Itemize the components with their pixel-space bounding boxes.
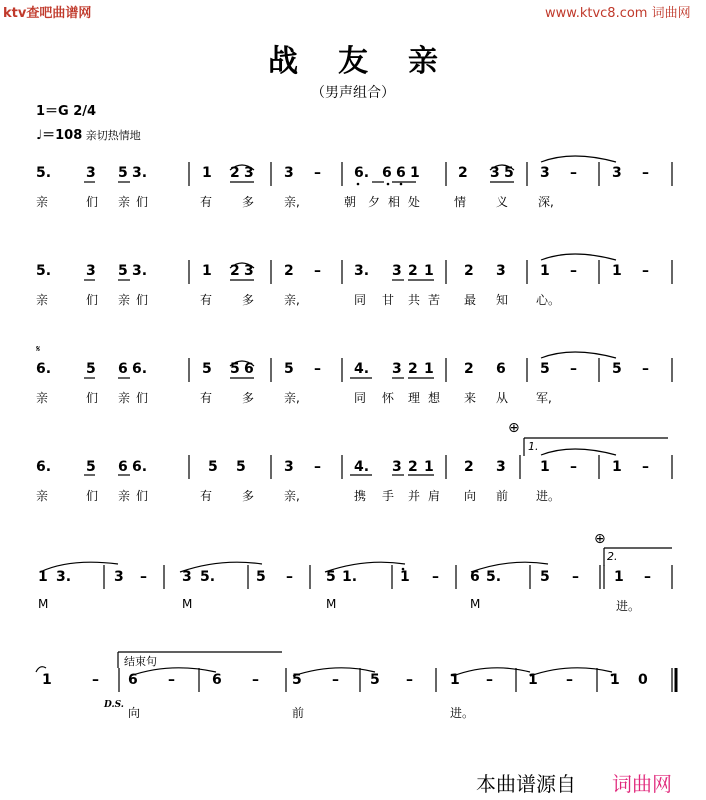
note: 2 [408,459,418,475]
lyric: 相 [388,195,401,209]
note: – [406,672,413,688]
note: 6 [470,569,480,585]
note: – [642,165,649,181]
note: 6 [118,459,128,475]
note: 3 [284,165,294,181]
tempo-expression: 亲切热情地 [85,129,141,142]
footer-source: 本曲谱源自 [476,772,576,796]
note: 2 [458,165,468,181]
lyric: 亲 [36,391,49,405]
coda-sign-1: ⊕ [508,420,520,436]
note: 5 [504,165,514,181]
lyric: 亲, [284,489,300,503]
lyric: 多 [242,195,255,209]
note: 2 [230,165,240,181]
lyric: 亲, [284,391,300,405]
note: 5 [256,569,266,585]
lyric: 处 [408,195,421,209]
note: 5 [118,165,128,181]
lyric: M [326,597,337,611]
lyric: 有 [200,195,213,209]
note: 6. [354,165,370,181]
note: 5 [230,361,240,377]
lyric: 苦 [428,293,441,307]
note: 6. [132,361,148,377]
note: – [570,263,577,279]
note: 3 [86,263,96,279]
note: 3. [354,263,370,279]
note: 3. [132,263,148,279]
note: 5 [86,459,96,475]
note: 5 [326,569,336,585]
note: 6 [118,361,128,377]
lyric: 有 [200,489,213,503]
note: 2 [230,263,240,279]
note: 1. [342,569,358,585]
volta-1-label: 1. [528,440,539,453]
note: – [566,672,573,688]
lyric: 亲们 [118,489,155,503]
note: – [314,165,321,181]
lyric: 军, [536,391,552,405]
lyric: M [182,597,193,611]
note: 1 [612,459,622,475]
lyric: 有 [200,391,213,405]
note: 5 [118,263,128,279]
note: 2 [408,263,418,279]
lyric: 同 [354,293,367,307]
note: 5. [200,569,216,585]
lyric: 们 [86,489,99,503]
lyric: 亲 [36,293,49,307]
note: 2 [464,459,474,475]
note: 1 [614,569,624,585]
note: – [314,361,321,377]
note: 1 [400,569,410,585]
note: 5 [86,361,96,377]
note: 3 [284,459,294,475]
note: – [286,569,293,585]
lyric: 心。 [536,293,561,307]
note: – [92,672,99,688]
note: 6. [132,459,148,475]
note: 5 [540,569,550,585]
lyric: 从 [496,391,509,405]
note: 1 [202,165,212,181]
note: – [570,361,577,377]
note: 6. [36,459,52,475]
note: 5 [236,459,246,475]
lyric: 有 [200,293,213,307]
note: 1 [42,672,52,688]
lyric: M [470,597,481,611]
lyric: 最 [464,293,477,307]
note: 5 [292,672,302,688]
lyric: 进。 [450,706,475,720]
note: 5 [202,361,212,377]
note: 3 [490,165,500,181]
song-subtitle: （男声组合） [311,85,395,101]
lyric: 们 [86,293,99,307]
lyric: 多 [242,489,255,503]
note: 1 [410,165,420,181]
note: 3 [540,165,550,181]
lyric: M [38,597,49,611]
note: 6 [128,672,138,688]
note: 4. [354,361,370,377]
note: 1 [202,263,212,279]
note: – [642,459,649,475]
note: 3 [244,263,254,279]
lyric: 亲们 [118,195,155,209]
note: 2 [464,361,474,377]
lyric: 理 [408,391,421,405]
lyric: 前 [496,489,509,503]
note: – [140,569,147,585]
note: 5. [36,263,52,279]
note: 1 [528,672,538,688]
note: 5 [284,361,294,377]
note: 3 [496,459,506,475]
lyric: 向 [464,489,477,503]
note: 5 [370,672,380,688]
lyric: 知 [496,293,509,307]
lyric: 们 [86,195,99,209]
note: – [570,165,577,181]
lyric: 想 [428,391,441,405]
lyric: 手 [382,489,395,503]
note: 6 [396,165,406,181]
lyric: 进。 [616,599,641,613]
lyric: 甘 [382,293,395,307]
lyric: 义 [496,195,509,209]
lyric: 亲 [36,195,49,209]
note: 6 [244,361,254,377]
lyric: 亲们 [118,391,155,405]
song-title: 战友亲 [268,44,478,79]
note: 3 [244,165,254,181]
note: 5 [540,361,550,377]
note: – [252,672,259,688]
note: 3 [392,263,402,279]
segno-sign: 𝄋 [36,344,41,355]
note: 3 [114,569,124,585]
lyric: 多 [242,391,255,405]
note: – [332,672,339,688]
lyric: 朝 [344,195,357,209]
ending-phrase-label: 结束句 [124,655,157,668]
lyric: 来 [464,391,477,405]
note: – [314,263,321,279]
note: 6 [496,361,506,377]
lyric: 共 [408,293,421,307]
note: 6 [212,672,222,688]
lyric: 进。 [536,489,561,503]
dal-segno-mark: D.S. [104,700,124,710]
note: – [432,569,439,585]
note: – [642,361,649,377]
lyric: 亲 [36,489,49,503]
note: 3 [612,165,622,181]
note: 5. [486,569,502,585]
note: 1 [424,361,434,377]
lyric: 深, [538,195,554,209]
note: 1 [540,459,550,475]
note: 1 [424,459,434,475]
note: 2 [408,361,418,377]
note: 6. [36,361,52,377]
note: – [570,459,577,475]
note: 3 [86,165,96,181]
lyric: 并 [408,489,421,503]
note: 0 [638,672,648,688]
volta-2-label: 2. [607,550,618,563]
note: 4. [354,459,370,475]
lyric: 同 [354,391,367,405]
note: 3 [182,569,192,585]
lyric: 夕 [368,195,381,209]
note: – [644,569,651,585]
note: 1 [540,263,550,279]
note: 3 [496,263,506,279]
note: 6 [382,165,392,181]
key-signature: 1＝G 2/4 [36,104,97,119]
note: 3 [392,361,402,377]
note: 3. [132,165,148,181]
lyric: 亲们 [118,293,155,307]
watermark-right: www.ktvc8.com 词曲网 [545,6,691,21]
lyric: 前 [292,706,305,720]
lyric: 们 [86,391,99,405]
note: – [314,459,321,475]
lyric: 亲, [284,195,300,209]
note: 1 [38,569,48,585]
tempo-mark: ♩＝108 [36,128,83,143]
note: 5. [36,165,52,181]
note: – [486,672,493,688]
note: – [168,672,175,688]
lyric: 多 [242,293,255,307]
note: 5 [612,361,622,377]
coda-sign-2: ⊕ [594,531,606,547]
lyric: 情 [454,195,467,209]
lyric: 亲, [284,293,300,307]
lyric: 携 [354,489,367,503]
note: 1 [450,672,460,688]
watermark-left: ktv查吧曲谱网 [3,6,92,21]
lyric: 向 [128,706,141,720]
footer-site-link[interactable]: 词曲网 [612,772,672,796]
note: 5 [208,459,218,475]
lyric: 怀 [382,391,395,405]
note: 1 [610,672,620,688]
note: 3. [56,569,72,585]
note: 2 [464,263,474,279]
note: 1 [612,263,622,279]
note: – [642,263,649,279]
note: 3 [392,459,402,475]
note: – [572,569,579,585]
note: 2 [284,263,294,279]
lyric: 肩 [428,489,441,503]
note: 1 [424,263,434,279]
